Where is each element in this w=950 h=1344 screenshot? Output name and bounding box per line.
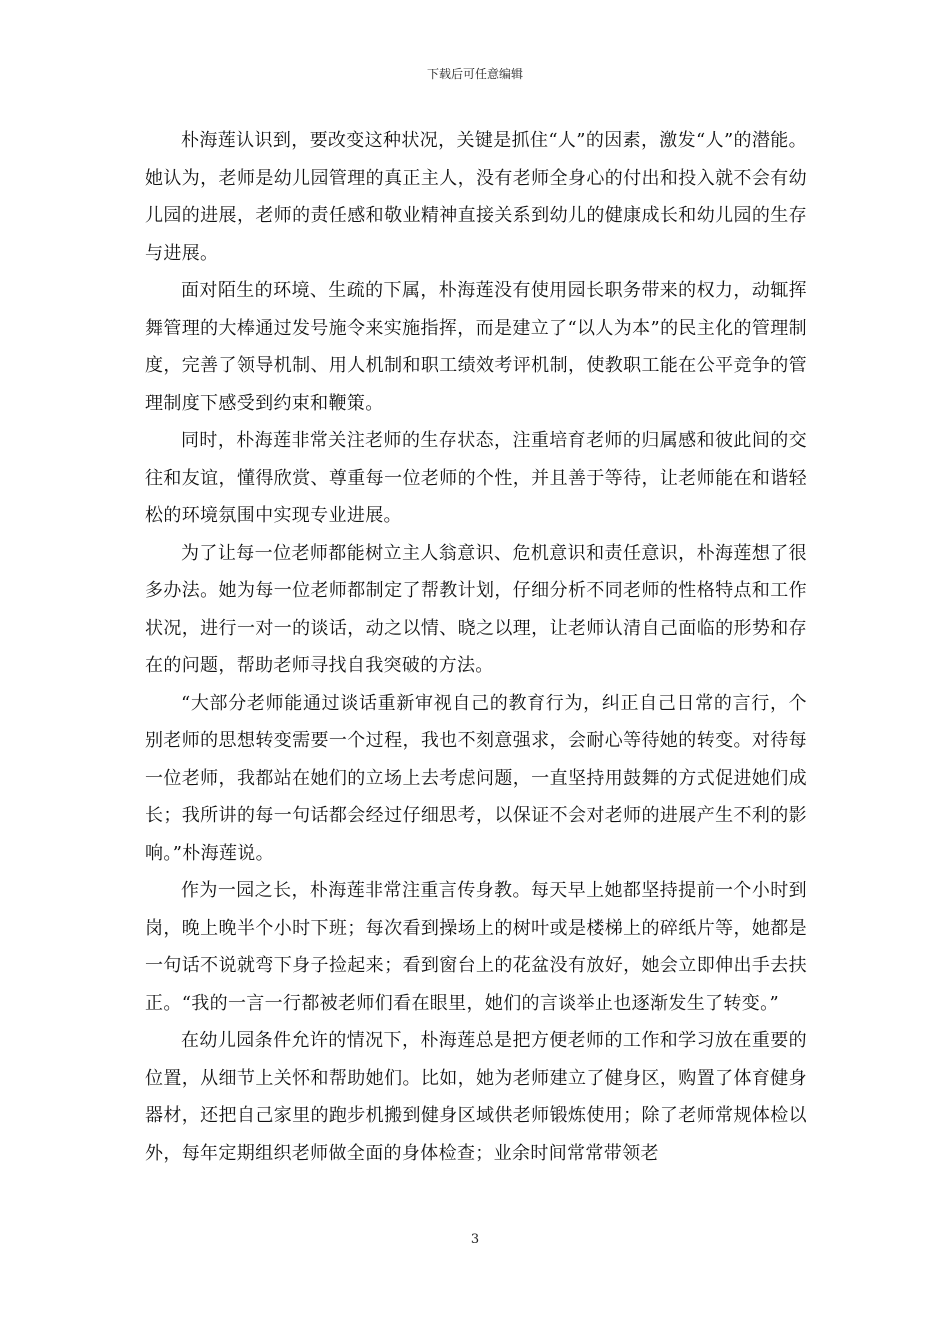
paragraph: 朴海莲认识到，要改变这种状况，关键是抓住“人”的因素，激发“人”的潜能。她认为，老师是幼儿园管理的真正主人，没有老师全身心的付出和投入就不会有幼儿园的进展，老师的责任感和敬业精神直接关系到幼儿的健康成长和幼儿园的生存与进展。: [145, 130, 807, 264]
paragraph: 作为一园之长，朴海莲非常注重言传身教。每天早上她都坚持提前一个小时到岗，晚上晚半个小时下班；每次看到操场上的树叶或是楼梯上的碎纸片等，她都是一句话不说就弯下身子捡起来；看到窗台上的花盆没有放好，她会立即伸出手去扶正。“我的一言一行都被老师们看在眼里，她们的言谈举止也逐渐发生了转变。”: [145, 880, 807, 1014]
paragraph: 同时，朴海莲非常关注老师的生存状态，注重培育老师的归属感和彼此间的交往和友谊，懂得欣赏、尊重每一位老师的个性，并且善于等待，让老师能在和谐轻松的环境氛围中实现专业进展。: [145, 430, 807, 526]
page-header: 下载后可任意编辑: [426, 67, 523, 81]
paragraph: “大部分老师能通过谈话重新审视自己的教育行为，纠正自己日常的言行，个别老师的思想转变需要一个过程，我也不刻意强求，会耐心等待她的转变。对待每一位老师，我都站在她们的立场上去考虑问题，一直坚持用鼓舞的方式促进她们成长；我所讲的每一句话都会经过仔细思考，以保证不会对老师的进展产生不利的影响。”朴海莲说。: [145, 692, 807, 864]
paragraph: 为了让每一位老师都能树立主人翁意识、危机意识和责任意识，朴海莲想了很多办法。她为每一位老师都制定了帮教计划，仔细分析不同老师的性格特点和工作状况，进行一对一的谈话，动之以情、晓之以理，让老师认清自己面临的形势和存在的问题，帮助老师寻找自我突破的方法。: [145, 542, 807, 676]
paragraph: 面对陌生的环境、生疏的下属，朴海莲没有使用园长职务带来的权力，动辄挥舞管理的大棒通过发号施令来实施指挥，而是建立了“以人为本”的民主化的管理制度，完善了领导机制、用人机制和职工绩效考评机制，使教职工能在公平竞争的管理制度下感受到约束和鞭策。: [145, 280, 807, 414]
document-body: [145, 122, 807, 1172]
paragraph: 在幼儿园条件允许的情况下，朴海莲总是把方便老师的工作和学习放在重要的位置，从细节上关怀和帮助她们。比如，她为老师建立了健身区，购置了体育健身器材，还把自己家里的跑步机搬到健身区域供老师锻炼使用；除了老师常规体检以外，每年定期组织老师做全面的身体检查；业余时间常常带领老: [145, 1030, 807, 1164]
page-number: 3: [470, 1232, 480, 1247]
